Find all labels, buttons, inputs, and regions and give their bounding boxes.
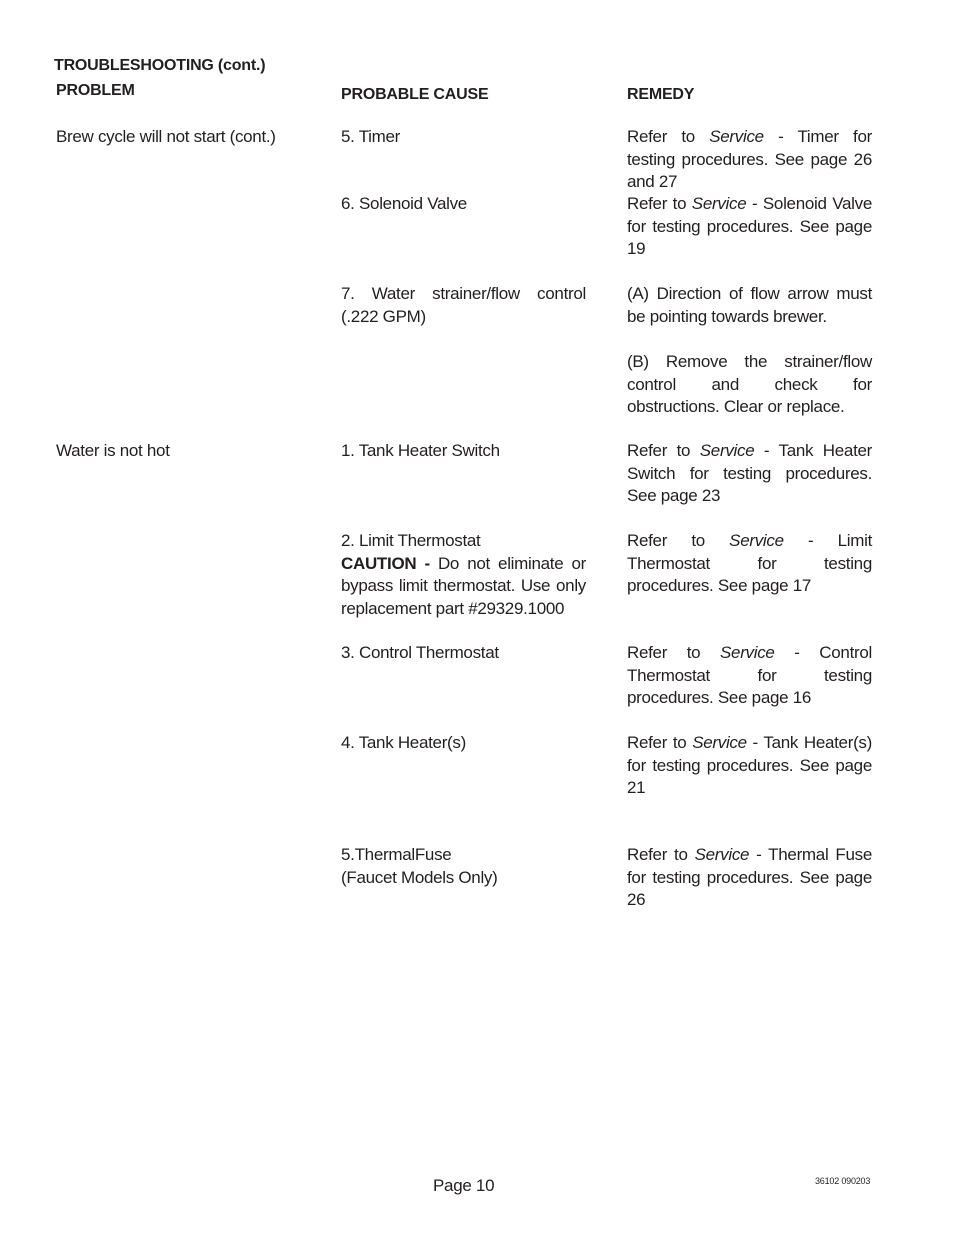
caution-label: CAUTION - — [341, 553, 430, 573]
refer-to-text: Refer to — [627, 531, 730, 550]
problem-brew-cycle: Brew cycle will not start (cont.) — [56, 127, 276, 146]
cause-tank-heaters: 4. Tank Heater(s) — [341, 733, 466, 752]
refer-to-text: Refer to — [627, 194, 692, 213]
remedy-column-header: REMEDY — [627, 86, 695, 103]
service-reference: Service — [699, 441, 755, 460]
document-code: 36102 090203 — [815, 1176, 871, 1186]
remedy-text: - Tank Heater Switch for testing procedures. See page 23 — [627, 441, 873, 505]
refer-to-text: Refer to — [627, 127, 710, 146]
cause-solenoid-valve: 6. Solenoid Valve — [341, 194, 467, 213]
remedy-text: - Tank Heater(s) for testing procedures. See page 21 — [627, 733, 872, 797]
remedy-text: - Timer for testing procedures. See page 26 and 27 — [627, 127, 872, 191]
problem-column-header: PROBLEM — [56, 82, 135, 99]
caution-text: Do not eliminate or bypass limit thermostat. Use only replacement part #29329.1000 — [341, 553, 587, 618]
remedy-remove-strainer: (B) Remove the strainer/flow control and check for obstructions. Clear or replace. — [627, 352, 872, 416]
cause-limit-thermostat-caution — [341, 553, 586, 621]
cause-limit-thermostat-title: 2. Limit Thermostat — [341, 531, 481, 550]
remedy-tank-heater-switch — [627, 440, 872, 508]
service-reference: Service — [720, 643, 775, 662]
page-number: Page 10 — [433, 1176, 495, 1195]
remedy-limit-thermostat — [627, 530, 872, 598]
remedy-thermal-fuse — [627, 844, 872, 912]
cause-column-header: PROBABLE CAUSE — [341, 86, 489, 103]
cause-timer: 5. Timer — [341, 127, 401, 146]
remedy-tank-heaters — [627, 732, 872, 800]
refer-to-text: Refer to — [627, 643, 720, 662]
remedy-solenoid-valve — [627, 193, 872, 261]
cause-limit-thermostat — [341, 530, 586, 620]
cause-thermal-fuse-title: 5.ThermalFuse — [341, 845, 452, 864]
cause-thermal-fuse-note: (Faucet Models Only) — [341, 867, 498, 887]
service-reference: Service — [694, 845, 750, 864]
remedy-text: - Limit Thermostat for testing procedures. See page 17 — [627, 531, 872, 595]
remedy-flow-direction: (A) Direction of flow arrow must be pointing towards brewer. — [627, 284, 872, 326]
refer-to-text: Refer to — [627, 733, 693, 752]
problem-water-not-hot: Water is not hot — [56, 441, 170, 460]
remedy-text: - Solenoid Valve for testing procedures. See page 19 — [627, 194, 872, 258]
service-reference: Service — [709, 127, 764, 146]
refer-to-text: Refer to — [627, 845, 695, 864]
remedy-text: - Control Thermostat for testing procedures. See page 16 — [627, 643, 872, 707]
cause-thermal-fuse — [341, 844, 586, 889]
cause-water-strainer: 7. Water strainer/flow control (.222 GPM) — [341, 284, 586, 326]
section-title: TROUBLESHOOTING (cont.) — [54, 57, 266, 74]
refer-to-text: Refer to — [627, 441, 700, 460]
service-reference: Service — [729, 531, 784, 550]
cause-tank-heater-switch: 1. Tank Heater Switch — [341, 441, 500, 460]
cause-control-thermostat: 3. Control Thermostat — [341, 643, 499, 662]
service-reference: Service — [692, 733, 747, 752]
remedy-timer — [627, 126, 872, 194]
remedy-control-thermostat — [627, 642, 872, 710]
remedy-text: - Thermal Fuse for testing procedures. See page 26 — [627, 845, 872, 909]
service-reference: Service — [691, 194, 747, 213]
